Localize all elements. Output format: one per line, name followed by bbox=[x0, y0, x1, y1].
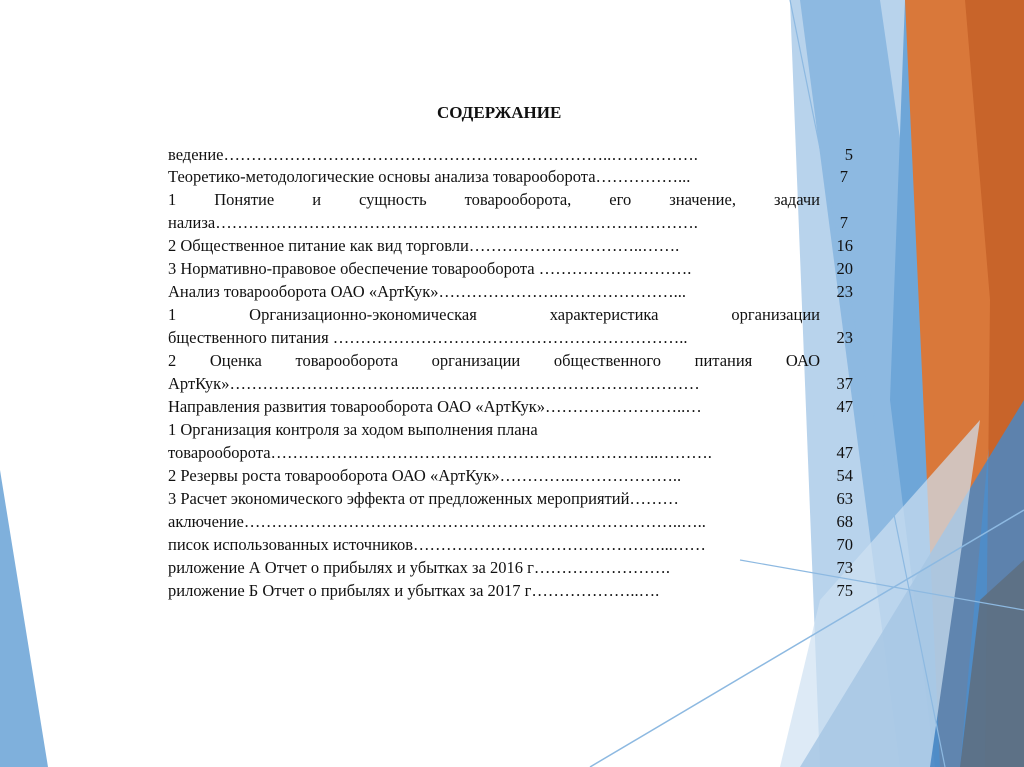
toc-title: СОДЕРЖАНИЕ bbox=[437, 103, 562, 122]
toc-line-3: 1 Понятие и сущность товарооборота, его значение, задачи bbox=[168, 190, 820, 209]
toc-line-15: 2 Резервы роста товарооборота ОАО «АртКук»…………..……………….. bbox=[168, 466, 682, 485]
toc-page-5: 16 bbox=[836, 236, 853, 255]
toc-page-15: 54 bbox=[836, 466, 853, 485]
toc-line-18: писок использованных источников………………………………………...…… bbox=[168, 535, 706, 554]
toc-line-1: ведение……………………………………………………………..……………. bbox=[168, 145, 698, 164]
toc-page-1: 5 bbox=[844, 145, 853, 164]
toc-page-9: 23 bbox=[836, 328, 853, 347]
toc-page-6: 20 bbox=[836, 259, 853, 278]
toc-line-13: 1 Организация контроля за ходом выполнения плана bbox=[168, 420, 538, 439]
toc-line-10: 2 Оценка товарооборота организации общественного питания ОАО bbox=[168, 351, 820, 370]
toc-page-12: 47 bbox=[836, 397, 853, 416]
toc-page-4: 7 bbox=[839, 213, 848, 232]
toc-line-8: 1 Организационно-экономическая характеристика организации bbox=[168, 305, 820, 324]
toc-line-11: АртКук»……………………………..…………………………………………… bbox=[168, 374, 700, 393]
toc-line-14: товарооборота……………………………………………………………..………. bbox=[168, 443, 712, 462]
toc-page-17: 68 bbox=[836, 512, 853, 531]
toc-page-20: 75 bbox=[836, 581, 853, 600]
toc-line-20: риложение Б Отчет о прибылях и убытках за 2017 г………………..…. bbox=[168, 581, 660, 600]
toc-page-2: 7 bbox=[839, 167, 848, 186]
toc-line-6: 3 Нормативно-правовое обеспечение товарооборота ………………………. bbox=[168, 259, 692, 278]
toc-line-17: аключение……………………………………………………………………..….. bbox=[168, 512, 706, 531]
toc-page-7: 23 bbox=[836, 282, 853, 301]
toc-line-16: 3 Расчет экономического эффекта от предложенных мероприятий……… bbox=[168, 489, 679, 508]
toc-line-5: 2 Общественное питание как вид торговли…………………………..……. bbox=[168, 236, 680, 255]
toc-line-7: Анализ товарооборота ОАО «АртКук»………………….…………………... bbox=[168, 282, 687, 301]
toc-line-19: риложение А Отчет о прибылях и убытках за 2016 г……………………. bbox=[168, 558, 670, 577]
toc-line-4: нализа……………………………………………………………………………. bbox=[168, 213, 698, 232]
toc-page-16: 63 bbox=[836, 489, 853, 508]
toc-page-18: 70 bbox=[836, 535, 853, 554]
toc-page-11: 37 bbox=[836, 374, 853, 393]
toc-line-12: Направления развития товарооборота ОАО «АртКук»……………………..… bbox=[168, 397, 702, 416]
toc-line-9: бщественного питания ……………………………………………………….. bbox=[168, 328, 688, 347]
toc-page-14: 47 bbox=[836, 443, 853, 462]
toc-page-19: 73 bbox=[836, 558, 853, 577]
toc-line-2: Теоретико-методологические основы анализа товарооборота……………... bbox=[168, 167, 691, 186]
